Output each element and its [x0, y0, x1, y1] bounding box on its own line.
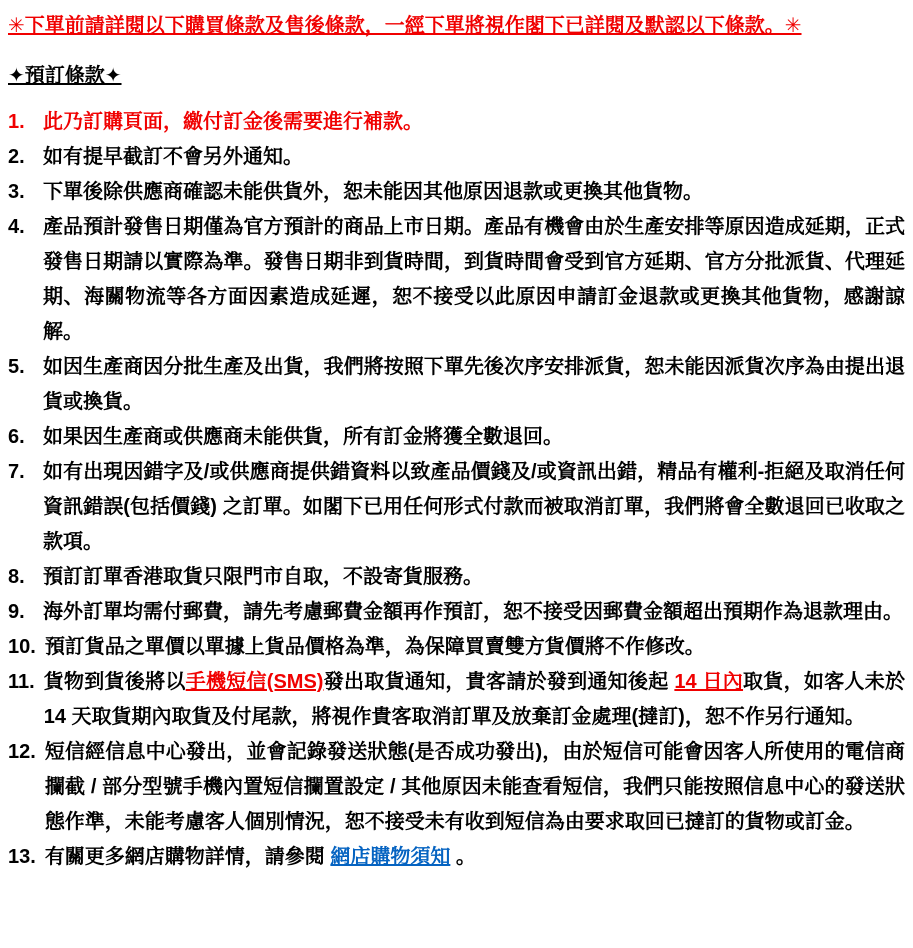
text-segment: 取貨，如客人未於14 天取貨期內取貨及付尾款，將視作貴客取消訂單及放棄訂金處理(撻訂)，恕不作另行通知。: [43, 671, 905, 728]
text-segment: 海外訂單均需付郵費，請先考慮郵費金額再作預訂，恕不接受因郵費金額超出預期作為退款理由。: [43, 601, 903, 623]
term-item-4: [8, 210, 905, 350]
term-text: [45, 735, 905, 840]
term-text: [43, 420, 905, 455]
term-item-10: [8, 630, 905, 665]
term-text: [43, 105, 905, 140]
term-item-11: [8, 665, 905, 735]
term-text: [45, 630, 905, 665]
text-segment: 發出取貨通知，貴客請於發到通知後起: [323, 671, 675, 693]
term-text: [43, 175, 905, 210]
term-number: 11.: [8, 671, 35, 693]
text-segment: 貨物到貨後將以: [43, 671, 186, 693]
shop-guide-link[interactable]: 網店購物須知: [330, 846, 451, 868]
term-text: [44, 665, 905, 735]
term-item-1: [8, 105, 905, 140]
term-item-3: [8, 175, 905, 210]
term-number: 8.: [8, 566, 25, 588]
term-text: [43, 140, 905, 175]
text-segment: 產品預計發售日期僅為官方預計的商品上市日期。產品有機會由於生產安排等原因造成延期，正式發售日期請以實際為準。發售日期非到貨時間，到貨時間會受到官方延期、官方分批派貨、代理延期、海關物流等各方面因素造成延遲，恕不接受以此原因申請訂金退款或更換其他貨物，感謝諒解。: [43, 216, 905, 343]
term-text: [43, 560, 905, 595]
text-segment: 有關更多網店購物詳情，請參閱: [44, 846, 331, 868]
highlighted-red-text: 14 日內: [674, 671, 744, 693]
highlighted-red-text: 手機短信(SMS): [185, 671, 324, 693]
term-text: [43, 595, 905, 630]
term-item-12: [8, 735, 905, 840]
text-segment: 預訂訂單香港取貨只限門市自取，不設寄貨服務。: [43, 566, 483, 588]
term-number: 5.: [8, 356, 25, 378]
text-segment: 預訂貨品之單價以單據上貨品價格為準，為保障買賣雙方貨價將不作修改。: [44, 636, 705, 658]
text-segment: 短信經信息中心發出，並會記錄發送狀態(是否成功發出)，由於短信可能會因客人所使用的電信商攔截 / 部分型號手機內置短信攔置設定 / 其他原因未能查看短信，我們只能按照信息中心的發送狀態作準，未能考慮客人個別情況，恕不接受未有收到短信為由要求取回已撻訂的貨物或訂金。: [44, 741, 905, 833]
term-number: 12.: [8, 741, 36, 763]
term-number: 9.: [8, 601, 25, 623]
term-text: [45, 840, 905, 875]
term-number: 4.: [8, 216, 25, 238]
term-item-13: [8, 840, 905, 875]
text-segment: 。: [450, 846, 476, 868]
term-item-5: [8, 350, 905, 420]
term-text: [43, 455, 905, 560]
text-segment: 下單後除供應商確認未能供貨外，恕未能因其他原因退款或更換其他貨物。: [43, 181, 703, 203]
text-segment: 如因生產商因分批生產及出貨，我們將按照下單先後次序安排派貨，恕未能因派貨次序為由提出退貨或換貨。: [43, 356, 905, 413]
section-header-preorder-terms: ✦預訂條款✦: [8, 65, 122, 87]
term-item-2: [8, 140, 905, 175]
term-number: 6.: [8, 426, 25, 448]
term-number: 1.: [8, 111, 25, 133]
text-segment: 如果因生產商或供應商未能供貨，所有訂金將獲全數退回。: [43, 426, 563, 448]
terms-list: [8, 105, 905, 875]
term-item-8: [8, 560, 905, 595]
term-text: [43, 210, 905, 350]
text-segment: 如有出現因錯字及/或供應商提供錯資料以致產品價錢及/或資訊出錯，精品有權利-拒絕及取消任何資訊錯誤(包括價錢) 之訂單。如閣下已用任何形式付款而被取消訂單，我們將會全數退回已收取之款項。: [43, 461, 905, 553]
term-item-9: [8, 595, 905, 630]
page-title: ✳下單前請詳閱以下購買條款及售後條款，一經下單將視作閣下已詳閱及默認以下條款。✳: [8, 15, 802, 37]
text-segment: 如有提早截訂不會另外通知。: [43, 146, 303, 168]
term-text: [43, 350, 905, 420]
term-number: 10.: [8, 636, 36, 658]
term-number: 3.: [8, 181, 25, 203]
term-item-6: [8, 420, 905, 455]
text-segment: 此乃訂購頁面，繳付訂金後需要進行補款。: [43, 111, 423, 133]
term-number: 13.: [8, 846, 36, 868]
term-item-7: [8, 455, 905, 560]
term-number: 2.: [8, 146, 25, 168]
term-number: 7.: [8, 461, 25, 483]
